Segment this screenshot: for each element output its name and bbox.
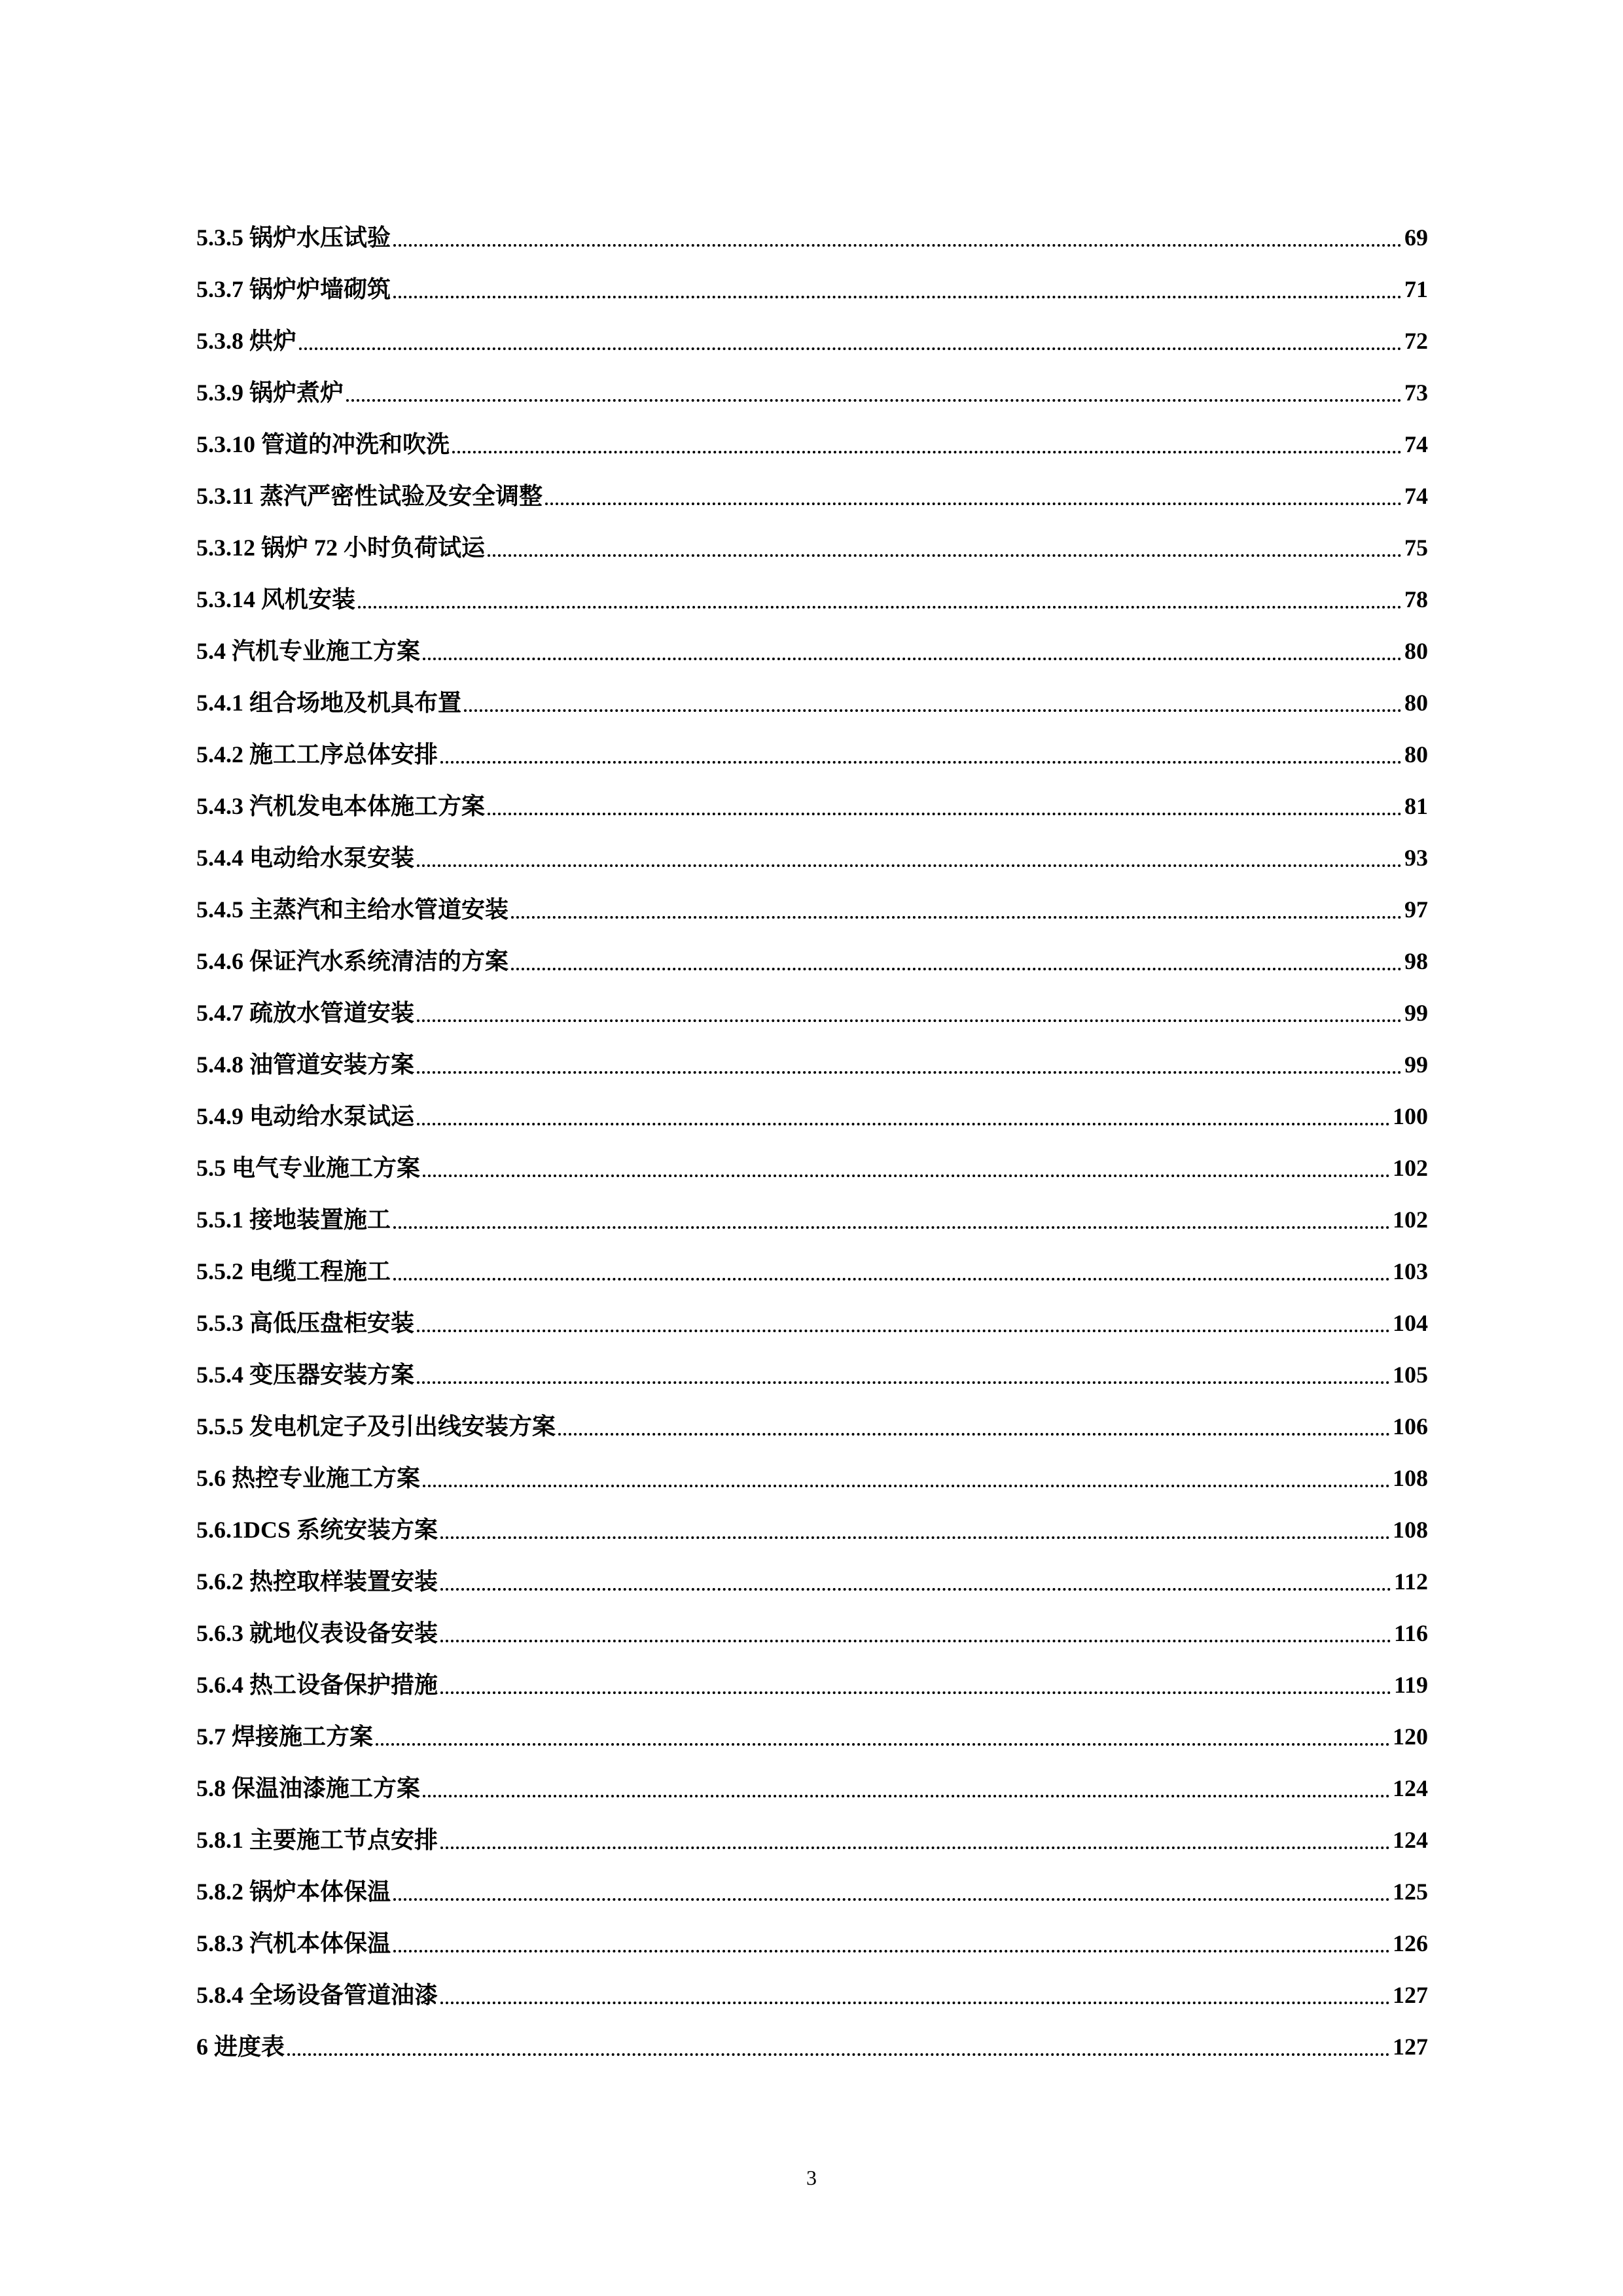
toc-entry-page: 74 bbox=[1404, 482, 1428, 509]
toc-entry[interactable] bbox=[196, 2021, 1428, 2072]
toc-dot-leader bbox=[376, 1743, 1390, 1746]
toc-entry[interactable] bbox=[196, 1245, 1428, 1297]
toc-entry-page: 69 bbox=[1404, 224, 1428, 251]
toc-entry-page: 73 bbox=[1404, 379, 1428, 406]
toc-entry[interactable] bbox=[196, 625, 1428, 677]
page-number: 3 bbox=[806, 2166, 817, 2189]
toc-entry-label: 5.8.4 全场设备管道油漆 bbox=[196, 1981, 438, 2008]
toc-entry[interactable] bbox=[196, 211, 1428, 263]
toc-entry-page: 99 bbox=[1404, 1051, 1428, 1078]
toc-entry[interactable] bbox=[196, 1607, 1428, 1659]
toc-entry-label: 5.4.9 电动给水泵试运 bbox=[196, 1103, 415, 1129]
toc-entry-label: 5.8.3 汽机本体保温 bbox=[196, 1930, 391, 1956]
toc-entry[interactable] bbox=[196, 1297, 1428, 1349]
toc-entry-label: 5.4.1 组合场地及机具布置 bbox=[196, 689, 462, 716]
toc-entry[interactable] bbox=[196, 1865, 1428, 1917]
toc-entry-label: 5.3.10 管道的冲洗和吹洗 bbox=[196, 431, 450, 457]
toc-entry-label: 5.4.3 汽机发电本体施工方案 bbox=[196, 792, 486, 819]
toc-entry[interactable] bbox=[196, 1969, 1428, 2021]
toc-entry-page: 99 bbox=[1404, 999, 1428, 1026]
toc-dot-leader bbox=[417, 1381, 1390, 1384]
toc-entry-label: 5.4.2 施工工序总体安排 bbox=[196, 741, 438, 768]
toc-entry-page: 127 bbox=[1393, 1981, 1428, 2008]
toc-entry-label: 5.5.1 接地装置施工 bbox=[196, 1206, 391, 1233]
toc-dot-leader bbox=[423, 1795, 1390, 1797]
toc-dot-leader bbox=[464, 709, 1402, 712]
toc-entry-page: 119 bbox=[1393, 1671, 1428, 1698]
toc-entry-label: 5.3.11 蒸汽严密性试验及安全调整 bbox=[196, 482, 543, 509]
toc-entry-page: 116 bbox=[1393, 1619, 1428, 1646]
toc-entry-page: 124 bbox=[1393, 1826, 1428, 1853]
toc-entry-label: 5.3.9 锅炉煮炉 bbox=[196, 379, 344, 406]
toc-entry-label: 5.3.5 锅炉水压试验 bbox=[196, 224, 391, 251]
toc-dot-leader bbox=[393, 1226, 1390, 1229]
toc-dot-leader bbox=[440, 2002, 1390, 2004]
toc-entry[interactable] bbox=[196, 832, 1428, 883]
toc-entry-page: 103 bbox=[1393, 1258, 1428, 1284]
toc-entry[interactable] bbox=[196, 1659, 1428, 1710]
toc-entry-page: 97 bbox=[1404, 896, 1428, 923]
toc-entry-page: 126 bbox=[1393, 1930, 1428, 1956]
toc-entry-page: 108 bbox=[1393, 1516, 1428, 1543]
toc-entry[interactable] bbox=[196, 1193, 1428, 1245]
toc-dot-leader bbox=[440, 1846, 1390, 1849]
toc-dot-leader bbox=[440, 761, 1402, 764]
toc-entry-page: 80 bbox=[1404, 741, 1428, 768]
toc-entry[interactable] bbox=[196, 1038, 1428, 1090]
toc-entry[interactable] bbox=[196, 1917, 1428, 1969]
toc-dot-leader bbox=[417, 1019, 1402, 1022]
toc-entry-page: 80 bbox=[1404, 637, 1428, 664]
toc-entry[interactable] bbox=[196, 1814, 1428, 1865]
toc-entry[interactable] bbox=[196, 935, 1428, 987]
toc-entry-label: 5.8.2 锅炉本体保温 bbox=[196, 1878, 391, 1905]
toc-dot-leader bbox=[393, 1898, 1390, 1901]
toc-dot-leader bbox=[558, 1433, 1390, 1436]
toc-entry-label: 5.6.2 热控取样装置安装 bbox=[196, 1568, 438, 1595]
toc-entry-label: 5.5 电气专业施工方案 bbox=[196, 1154, 421, 1181]
toc-dot-leader bbox=[423, 1485, 1390, 1487]
toc-dot-leader bbox=[393, 296, 1402, 298]
toc-entry[interactable] bbox=[196, 1555, 1428, 1607]
toc-entry-page: 75 bbox=[1404, 534, 1428, 561]
toc-entry-label: 5.4.4 电动给水泵安装 bbox=[196, 844, 415, 871]
toc-entry-page: 72 bbox=[1404, 327, 1428, 354]
toc-dot-leader bbox=[417, 1330, 1390, 1332]
toc-entry[interactable] bbox=[196, 521, 1428, 573]
toc-entry-page: 105 bbox=[1393, 1361, 1428, 1388]
toc-dot-leader bbox=[423, 658, 1402, 660]
toc-dot-leader bbox=[511, 916, 1402, 919]
toc-entry-label: 5.4.5 主蒸汽和主给水管道安装 bbox=[196, 896, 509, 923]
toc-entry-label: 5.4 汽机专业施工方案 bbox=[196, 637, 421, 664]
toc-entry-label: 5.6.3 就地仪表设备安装 bbox=[196, 1619, 438, 1646]
toc-entry-page: 127 bbox=[1393, 2033, 1428, 2060]
toc-entry-label: 5.8 保温油漆施工方案 bbox=[196, 1775, 421, 1801]
toc-dot-leader bbox=[393, 1950, 1390, 1952]
toc-entry[interactable] bbox=[196, 1504, 1428, 1555]
toc-entry-page: 100 bbox=[1393, 1103, 1428, 1129]
toc-entry-page: 78 bbox=[1404, 586, 1428, 612]
toc-entry-page: 71 bbox=[1404, 275, 1428, 302]
toc-dot-leader bbox=[440, 1588, 1391, 1591]
toc-dot-leader bbox=[545, 503, 1402, 505]
toc-entry-label: 5.6.4 热工设备保护措施 bbox=[196, 1671, 438, 1698]
toc-dot-leader bbox=[346, 399, 1402, 402]
toc-dot-leader bbox=[440, 1536, 1390, 1539]
toc-entry-page: 104 bbox=[1393, 1309, 1428, 1336]
toc-entry[interactable] bbox=[196, 263, 1428, 315]
toc-entry-page: 80 bbox=[1404, 689, 1428, 716]
toc-entry[interactable] bbox=[196, 1710, 1428, 1762]
toc-entry-page: 98 bbox=[1404, 947, 1428, 974]
toc-entry-label: 5.5.4 变压器安装方案 bbox=[196, 1361, 415, 1388]
toc-entry-label: 5.6 热控专业施工方案 bbox=[196, 1464, 421, 1491]
toc-entry-label: 5.3.7 锅炉炉墙砌筑 bbox=[196, 275, 391, 302]
toc-entry[interactable] bbox=[196, 1090, 1428, 1142]
toc-entry-label: 5.4.6 保证汽水系统清洁的方案 bbox=[196, 947, 509, 974]
toc-dot-leader bbox=[358, 606, 1402, 609]
toc-entry[interactable] bbox=[196, 573, 1428, 625]
toc-entry-page: 74 bbox=[1404, 431, 1428, 457]
toc-entry-page: 108 bbox=[1393, 1464, 1428, 1491]
toc-entry-label: 5.4.8 油管道安装方案 bbox=[196, 1051, 415, 1078]
toc-entry-page: 112 bbox=[1393, 1568, 1428, 1595]
toc-entry[interactable] bbox=[196, 780, 1428, 832]
toc-entry[interactable] bbox=[196, 1762, 1428, 1814]
toc-dot-leader bbox=[393, 244, 1402, 247]
toc-entry-label: 5.7 焊接施工方案 bbox=[196, 1723, 374, 1750]
toc-dot-leader bbox=[417, 864, 1402, 867]
toc-entry[interactable] bbox=[196, 1400, 1428, 1452]
toc-dot-leader bbox=[393, 1278, 1390, 1280]
toc-dot-leader bbox=[511, 968, 1402, 970]
toc-entry-label: 5.3.14 风机安装 bbox=[196, 586, 356, 612]
toc-entry[interactable] bbox=[196, 728, 1428, 780]
toc-entry[interactable] bbox=[196, 315, 1428, 366]
toc-dot-leader bbox=[488, 554, 1402, 557]
toc-entry-label: 5.5.3 高低压盘柜安装 bbox=[196, 1309, 415, 1336]
toc-entry-label: 5.4.7 疏放水管道安装 bbox=[196, 999, 415, 1026]
table-of-contents bbox=[196, 211, 1428, 2072]
toc-dot-leader bbox=[423, 1174, 1390, 1177]
toc-entry-label: 5.5.2 电缆工程施工 bbox=[196, 1258, 391, 1284]
toc-dot-leader bbox=[287, 2053, 1390, 2056]
toc-entry-label: 5.3.12 锅炉 72 小时负荷试运 bbox=[196, 534, 486, 561]
toc-entry-page: 102 bbox=[1393, 1154, 1428, 1181]
toc-entry-label: 5.3.8 烘炉 bbox=[196, 327, 297, 354]
toc-entry-label: 5.8.1 主要施工节点安排 bbox=[196, 1826, 438, 1853]
toc-entry-label: 5.5.5 发电机定子及引出线安装方案 bbox=[196, 1413, 556, 1439]
toc-entry[interactable] bbox=[196, 677, 1428, 728]
toc-entry[interactable] bbox=[196, 470, 1428, 521]
toc-dot-leader bbox=[440, 1691, 1391, 1694]
toc-entry-page: 120 bbox=[1393, 1723, 1428, 1750]
toc-dot-leader bbox=[417, 1071, 1402, 1074]
toc-entry-page: 106 bbox=[1393, 1413, 1428, 1439]
toc-dot-leader bbox=[452, 451, 1402, 453]
toc-entry[interactable] bbox=[196, 987, 1428, 1038]
toc-entry[interactable] bbox=[196, 1452, 1428, 1504]
toc-entry[interactable] bbox=[196, 1349, 1428, 1400]
toc-entry[interactable] bbox=[196, 366, 1428, 418]
toc-entry[interactable] bbox=[196, 1142, 1428, 1193]
toc-dot-leader bbox=[440, 1640, 1391, 1642]
toc-entry[interactable] bbox=[196, 418, 1428, 470]
toc-dot-leader bbox=[299, 347, 1402, 350]
toc-entry-label: 5.6.1DCS 系统安装方案 bbox=[196, 1516, 438, 1543]
toc-entry-label: 6 进度表 bbox=[196, 2033, 285, 2060]
toc-dot-leader bbox=[488, 813, 1402, 815]
toc-entry-page: 125 bbox=[1393, 1878, 1428, 1905]
toc-entry-page: 102 bbox=[1393, 1206, 1428, 1233]
toc-entry-page: 124 bbox=[1393, 1775, 1428, 1801]
toc-entry[interactable] bbox=[196, 883, 1428, 935]
toc-entry-page: 81 bbox=[1404, 792, 1428, 819]
toc-dot-leader bbox=[417, 1123, 1390, 1125]
toc-entry-page: 93 bbox=[1404, 844, 1428, 871]
